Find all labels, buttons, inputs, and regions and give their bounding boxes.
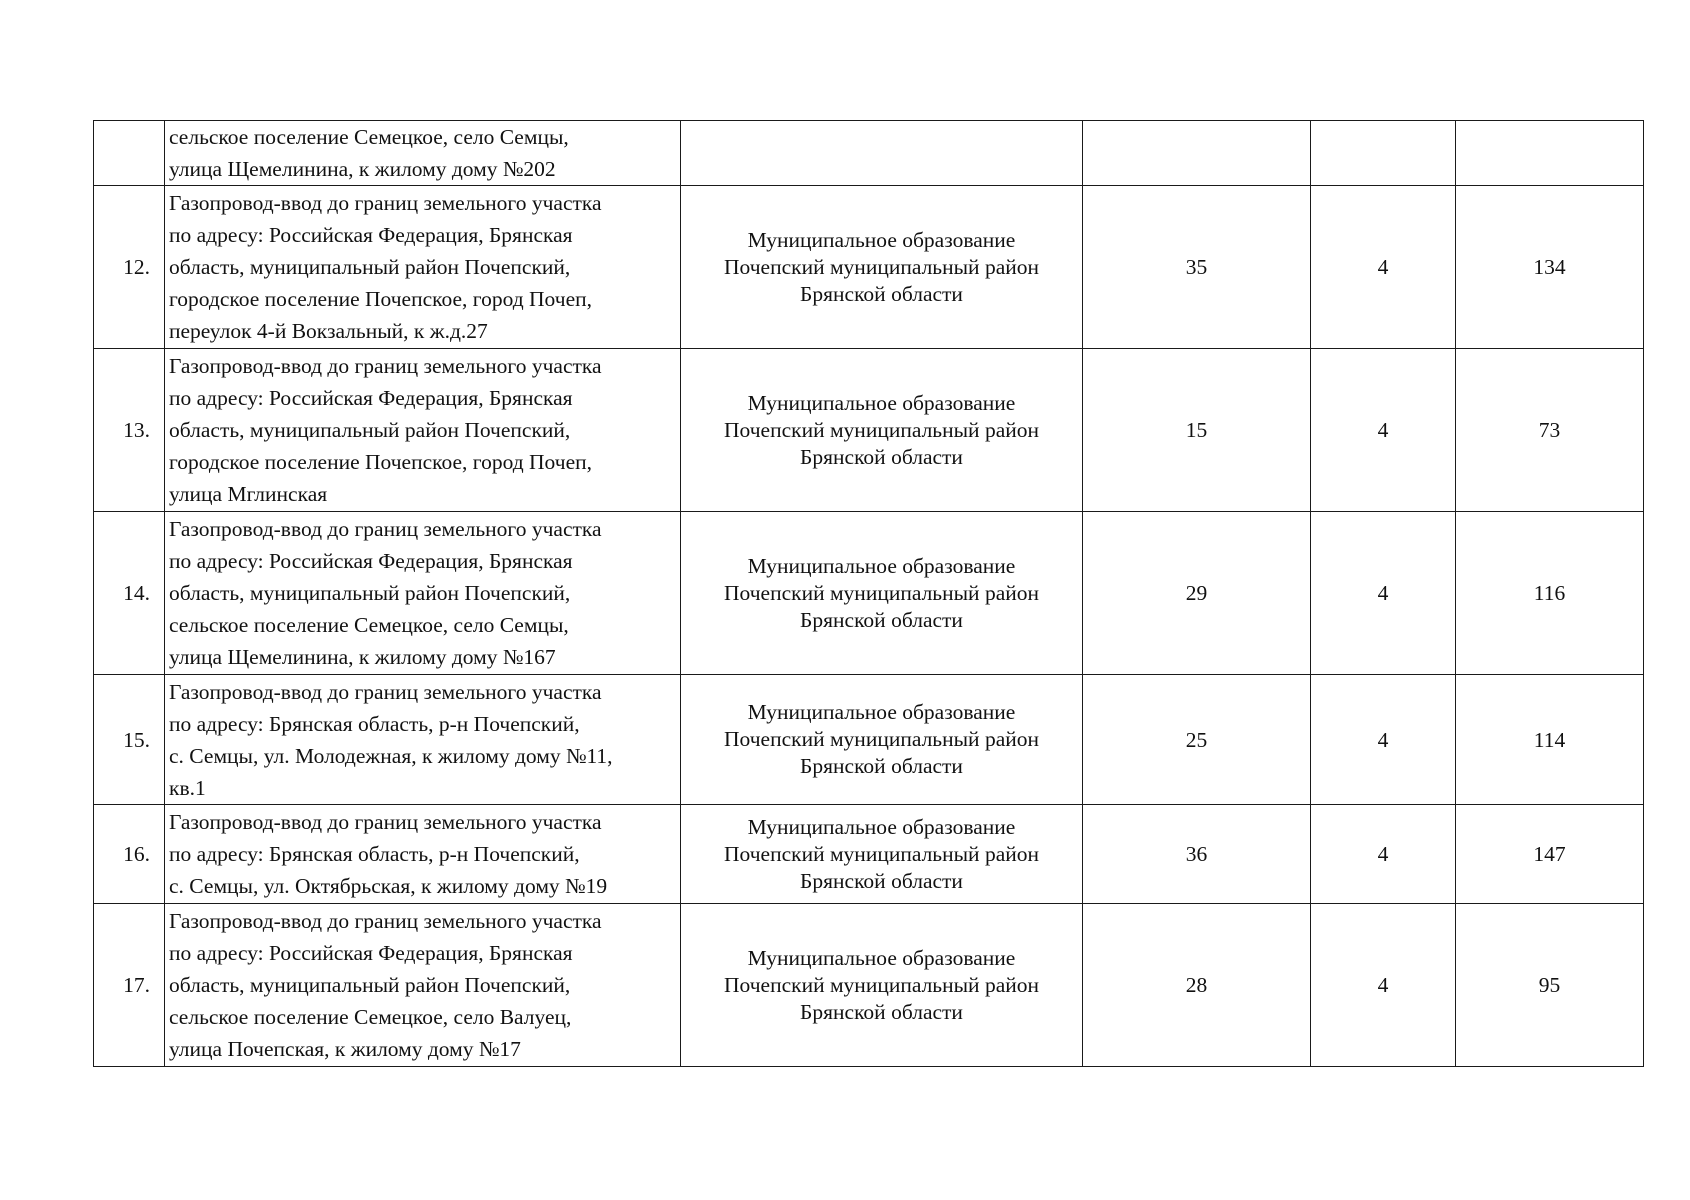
row-category: 4 bbox=[1311, 349, 1456, 512]
row-description: сельское поселение Семецкое, село Семцы, улица Щемелинина, к жилому дому №202 bbox=[165, 121, 681, 186]
registry-table bbox=[93, 120, 1644, 1067]
table-row bbox=[94, 186, 1644, 349]
row-total: 116 bbox=[1456, 512, 1644, 675]
row-owner: Муниципальное образование Почепский муниципальный район Брянской области bbox=[681, 186, 1083, 349]
row-category: 4 bbox=[1311, 805, 1456, 904]
row-length: 29 bbox=[1083, 512, 1311, 675]
row-category: 4 bbox=[1311, 186, 1456, 349]
row-total: 147 bbox=[1456, 805, 1644, 904]
row-description: Газопровод-ввод до границ земельного участка по адресу: Российская Федерация, Брянская область, муниципальный район Почепский, сельское поселение Семецкое, село Валуец, улица Почепская, к жилому дому №17 bbox=[165, 904, 681, 1067]
table-row bbox=[94, 675, 1644, 805]
row-length: 28 bbox=[1083, 904, 1311, 1067]
row-number: 13. bbox=[94, 349, 165, 512]
table-row bbox=[94, 121, 1644, 186]
row-description: Газопровод-ввод до границ земельного участка по адресу: Российская Федерация, Брянская область, муниципальный район Почепский, городское поселение Почепское, город Почеп, улица Мглинская bbox=[165, 349, 681, 512]
row-total: 73 bbox=[1456, 349, 1644, 512]
row-description: Газопровод-ввод до границ земельного участка по адресу: Российская Федерация, Брянская область, муниципальный район Почепский, городское поселение Почепское, город Почеп, переулок 4-й Вокзальный, к ж.д.27 bbox=[165, 186, 681, 349]
row-length: 36 bbox=[1083, 805, 1311, 904]
row-owner: Муниципальное образование Почепский муниципальный район Брянской области bbox=[681, 512, 1083, 675]
row-category: 4 bbox=[1311, 512, 1456, 675]
row-description: Газопровод-ввод до границ земельного участка по адресу: Брянская область, р-н Почепский, с. Семцы, ул. Молодежная, к жилому дому №11, кв.1 bbox=[165, 675, 681, 805]
row-number bbox=[94, 121, 165, 186]
row-total: 114 bbox=[1456, 675, 1644, 805]
row-description: Газопровод-ввод до границ земельного участка по адресу: Российская Федерация, Брянская область, муниципальный район Почепский, сельское поселение Семецкое, село Семцы, улица Щемелинина, к жилому дому №167 bbox=[165, 512, 681, 675]
table-row bbox=[94, 805, 1644, 904]
row-category: 4 bbox=[1311, 675, 1456, 805]
row-length: 15 bbox=[1083, 349, 1311, 512]
table-row bbox=[94, 512, 1644, 675]
row-description: Газопровод-ввод до границ земельного участка по адресу: Брянская область, р-н Почепский, с. Семцы, ул. Октябрьская, к жилому дому №19 bbox=[165, 805, 681, 904]
row-owner: Муниципальное образование Почепский муниципальный район Брянской области bbox=[681, 675, 1083, 805]
row-number: 12. bbox=[94, 186, 165, 349]
row-number: 15. bbox=[94, 675, 165, 805]
row-total: 95 bbox=[1456, 904, 1644, 1067]
table-row bbox=[94, 349, 1644, 512]
row-owner: Муниципальное образование Почепский муниципальный район Брянской области bbox=[681, 904, 1083, 1067]
row-number: 14. bbox=[94, 512, 165, 675]
row-owner: Муниципальное образование Почепский муниципальный район Брянской области bbox=[681, 805, 1083, 904]
row-total bbox=[1456, 121, 1644, 186]
row-length bbox=[1083, 121, 1311, 186]
row-length: 25 bbox=[1083, 675, 1311, 805]
table-row bbox=[94, 904, 1644, 1067]
row-category: 4 bbox=[1311, 904, 1456, 1067]
row-length: 35 bbox=[1083, 186, 1311, 349]
row-total: 134 bbox=[1456, 186, 1644, 349]
row-number: 16. bbox=[94, 805, 165, 904]
row-owner bbox=[681, 121, 1083, 186]
row-number: 17. bbox=[94, 904, 165, 1067]
row-owner: Муниципальное образование Почепский муниципальный район Брянской области bbox=[681, 349, 1083, 512]
row-category bbox=[1311, 121, 1456, 186]
